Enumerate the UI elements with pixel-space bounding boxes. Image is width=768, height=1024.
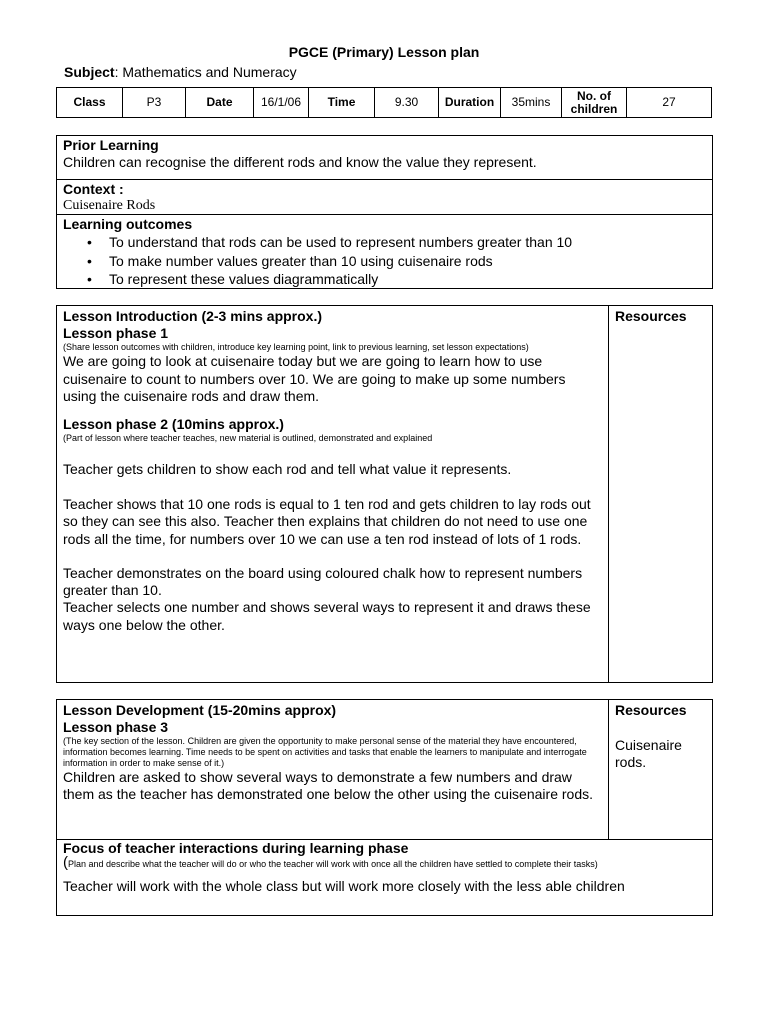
resources-heading: Resources — [615, 308, 687, 324]
lesson-phase-2-paragraph: Teacher gets children to show each rod and tell what value it represents. — [63, 460, 512, 477]
subject-label: Subject — [64, 64, 115, 80]
lesson-info-table — [56, 87, 712, 118]
learning-outcomes-section — [57, 214, 712, 288]
page-title: PGCE (Primary) Lesson plan — [288, 44, 480, 60]
lesson-phase-1-text: We are going to look at cuisenaire today but we are going to learn how to use cuisenaire to count to numbers over 10. We are going to make up some numbers using the cuisenaire rods and draw them. — [63, 353, 566, 404]
lesson-development-main — [57, 700, 609, 839]
prior-learning-heading: Prior Learning — [63, 137, 159, 153]
context-section — [57, 179, 712, 214]
lesson-introduction-heading: Lesson Introduction (2-3 mins approx.) — [63, 308, 323, 324]
list-item: • To make number values greater than 10 using cuisenaire rods — [87, 252, 706, 271]
prior-learning-text: Children can recognise the different rods and know the value they represent. — [63, 154, 537, 170]
date-value: 16/1/06 — [254, 88, 309, 118]
context-heading: Context : — [63, 181, 124, 197]
lesson-phase-3-text: Children are asked to show several ways to demonstrate a few numbers and draw them as the teacher has demonstrated one below the other using the cuisenaire rods. — [63, 769, 593, 802]
class-value: P3 — [123, 88, 186, 118]
lesson-phase-3-heading: Lesson phase 3 — [63, 719, 169, 735]
duration-label: Duration — [439, 88, 501, 118]
focus-note-text: Plan and describe what the teacher will do or who the teacher will work with once all the children have settled to complete their tasks) — [68, 859, 598, 869]
list-item: • To represent these values diagrammatically — [87, 270, 706, 289]
lesson-development-box — [56, 699, 713, 916]
lesson-introduction-resources — [609, 306, 712, 682]
focus-text: Teacher will work with the whole class but will work more closely with the less able children — [63, 878, 625, 894]
lesson-introduction-box — [56, 305, 713, 683]
table-row — [57, 88, 712, 118]
time-value: 9.30 — [375, 88, 439, 118]
subject-value: : Mathematics and Numeracy — [114, 64, 297, 80]
prior-context-outcomes-box — [56, 135, 713, 289]
focus-section — [57, 840, 712, 895]
resources-text: Cuisenaire rods. — [615, 737, 682, 770]
children-label-line2: children — [570, 101, 618, 116]
lesson-phase-2-paragraph: Teacher selects one number and shows several ways to represent it and draws these ways one below the other. — [63, 599, 591, 633]
time-label: Time — [309, 88, 375, 118]
lesson-introduction-main — [57, 306, 609, 682]
context-text: Cuisenaire Rods — [63, 198, 156, 213]
date-label: Date — [186, 88, 254, 118]
learning-outcomes-heading: Learning outcomes — [63, 216, 193, 232]
learning-outcomes-list — [87, 233, 706, 289]
prior-learning-section — [57, 136, 712, 179]
children-label — [562, 88, 627, 118]
lesson-phase-2-paragraph: Teacher shows that 10 one rods is equal to 1 ten rod and gets children to lay rods out so they can see this also. Teacher then explains that children do not need to use one rods all the time, for numbers over 10 we can use a ten rod instead of lots of 1 rods. — [63, 495, 591, 547]
focus-note — [63, 854, 706, 871]
children-label-line1: No. of — [577, 88, 611, 103]
subject-line — [64, 64, 297, 80]
duration-value: 35mins — [501, 88, 562, 118]
lesson-phase-2-note: (Part of lesson where teacher teaches, new material is outlined, demonstrated and explained — [63, 432, 433, 443]
focus-heading: Focus of teacher interactions during learning phase — [63, 840, 409, 856]
lesson-phase-3-note: (The key section of the lesson. Children are given the opportunity to make personal sense of the material they have encountered, information becomes learning. Time needs to be spent on activities and tasks that enable the learners to manipulate and interrogate information in order to make sense of it.) — [63, 736, 587, 768]
lesson-phase-2-paragraph: Teacher demonstrates on the board using coloured chalk how to represent numbers greater than 10. — [63, 565, 583, 598]
focus-note-paren: ( — [63, 854, 68, 871]
list-item: • To understand that rods can be used to represent numbers greater than 10 — [87, 233, 706, 252]
lesson-phase-2-heading: Lesson phase 2 (10mins approx.) — [63, 415, 284, 432]
resources-heading: Resources — [615, 702, 687, 718]
lesson-phase-1-note: (Share lesson outcomes with children, introduce key learning point, link to previous learning, set lesson expectations) — [63, 342, 529, 352]
lesson-phase-1-heading: Lesson phase 1 — [63, 325, 169, 341]
lesson-development-resources — [609, 700, 712, 839]
children-value: 27 — [627, 88, 712, 118]
class-label: Class — [57, 88, 123, 118]
lesson-development-heading: Lesson Development (15-20mins approx) — [63, 702, 337, 718]
